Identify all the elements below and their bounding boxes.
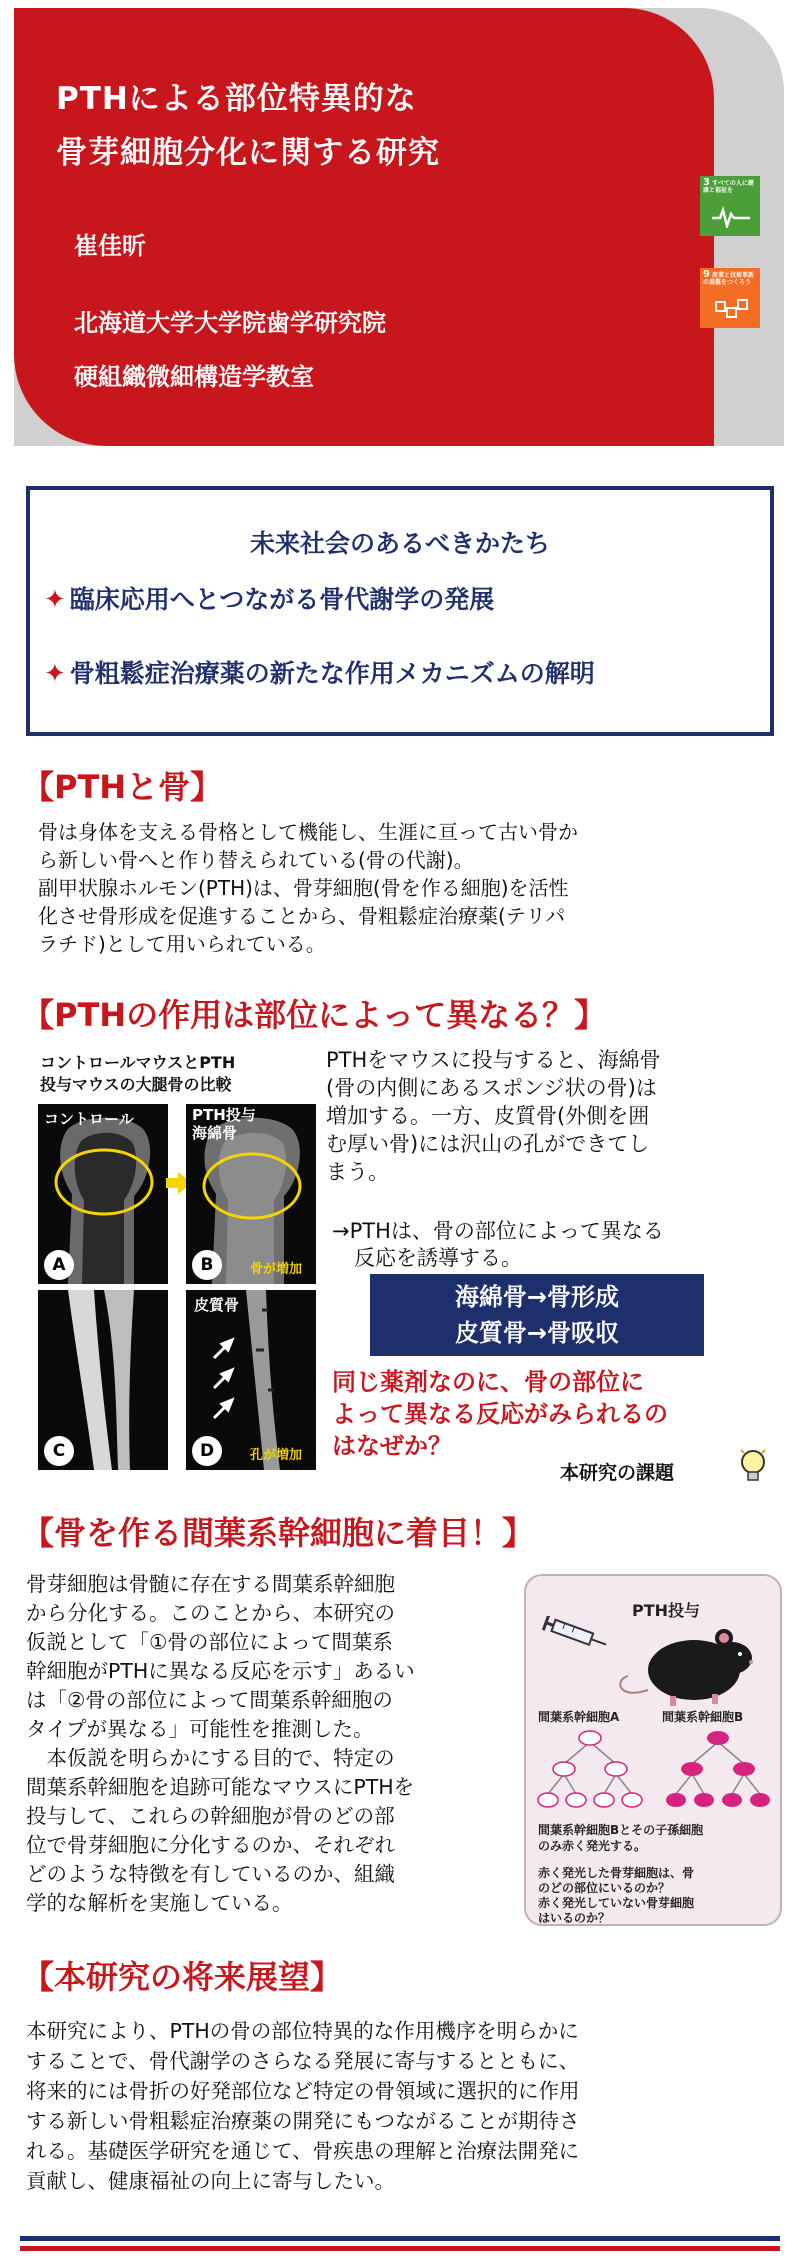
ct-image-a: コントロール A — [38, 1104, 168, 1284]
star-icon: ✦ — [44, 585, 66, 615]
ct-image-b: PTH投与 海綿骨 B 骨が増加 — [186, 1104, 316, 1284]
section-text-msc: 骨芽細胞は骨髄に存在する間葉系幹細胞 から分化する。このことから、本研究の 仮説として「①骨の部位によって間葉系 幹細胞がPTHに異なる反応を示す」あるい は「②骨の部位によって間葉系幹細胞の タイプが異なる」可能性を推測した。 本仮説を明らかにする目的で、特定の 間葉系幹細胞を追跡可能なマウスにPTHを 投与して、これらの幹細胞が骨のどの部 位で骨芽細胞に分化するのか、それぞれ どのような特徴を有しているのか、組織 学的な解析を実施している。 — [26, 1572, 415, 1915]
ct-image-d: 皮質骨 D 孔が増加 — [186, 1290, 316, 1470]
bottom-stripe-red — [20, 2246, 780, 2251]
research-task-label: 本研究の課題 — [560, 1462, 675, 1484]
sdg-9-icon: 9 産業と技術革新の基盤をつくろう — [700, 268, 760, 328]
affiliation — [74, 296, 386, 404]
title-line-2: 骨芽細胞分化に関する研究 — [56, 135, 440, 171]
figure-caption: コントロールマウスとPTH 投与マウスの大腿骨の比較 — [40, 1053, 236, 1094]
bone-response-box: 海綿骨→骨形成 皮質骨→骨吸収 — [370, 1274, 704, 1356]
mouse-icon — [608, 1620, 758, 1710]
affiliation-line-2: 硬組織微細構造学教室 — [74, 363, 314, 391]
affiliation-line-1: 北海道大学大学院歯学研究院 — [74, 309, 386, 337]
future-item: ✦ 骨粗鬆症治療薬の新たな作用メカニズムの解明 — [44, 659, 595, 689]
syringe-icon — [542, 1616, 612, 1652]
pth-effect-text: PTHをマウスに投与すると、海綿骨 (骨の内側にあるスポンジ状の骨)は 増加する。一方、皮質骨(外側を囲 む厚い骨)には沢山の孔ができてし まう。 — [326, 1048, 661, 1184]
research-question: 同じ薬剤なのに、骨の部位に よって異なる反応がみられるの はなぜか？ — [332, 1368, 668, 1460]
section-heading-outlook: 【本研究の将来展望】 — [22, 1958, 343, 1996]
section-heading-pth-bone: 【PTHと骨】 — [22, 768, 223, 806]
future-heading: 未来社会のあるべきかたち — [249, 529, 550, 558]
star-icon: ✦ — [44, 659, 66, 689]
poster-title — [56, 72, 440, 180]
section-heading-site-specific: 【PTHの作用は部位によって異なる？】 — [22, 996, 607, 1034]
future-item: ✦ 臨床応用へとつながる骨代謝学の発展 — [44, 585, 495, 615]
ct-image-c: C — [38, 1290, 168, 1470]
section-text-pth-bone: 骨は身体を支える骨格として機能し、生涯に亘って古い骨か ら新しい骨へと作り替えられている(骨の代謝)。 副甲状腺ホルモン(PTH)は、骨芽細胞(骨を作る細胞)を活性 化させ骨形成を促進することから、骨粗鬆症治療薬(テリパ ラチド)として用いられている。 — [38, 820, 578, 956]
sdg-3-icon: 3 すべての人に健康と福祉を — [700, 176, 760, 236]
bottom-stripe-navy — [20, 2236, 780, 2241]
future-society-box — [26, 486, 774, 736]
section-text-outlook: 本研究により、PTHの骨の部位特異的な作用機序を明らかに することで、骨代謝学のさらなる発展に寄与するとともに、 将来的には骨折の好発部位など特定の骨領域に選択的に作用 する新しい骨粗鬆症治療薬の開発にもつながることが期待さ れる。基礎医学研究を通じて、骨疾患の理解と治療法開発に 貢献し、健康福祉の向上に寄与したい。 — [26, 2019, 580, 2193]
title-line-1: PTHによる部位特異的な — [56, 81, 417, 117]
cell-lineage-diagram — [532, 1728, 778, 1814]
section-heading-msc: 【骨を作る間葉系幹細胞に着目！】 — [22, 1514, 535, 1552]
experiment-diagram: PTH投与 間葉系幹細胞A 間葉系幹細胞B 間葉系幹細胞Bとその子孫細胞 のみ赤く発光する。 赤く発光した骨芽細胞は、骨 のどの部位にいるのか？ 赤く発光していない骨芽細胞 はいるのか？ — [524, 1574, 782, 1926]
author-name: 崔佳昕 — [74, 232, 146, 260]
pth-conclusion: →PTHは、骨の部位によって異なる 反応を誘導する。 — [332, 1219, 664, 1270]
lightbulb-icon — [738, 1448, 768, 1486]
